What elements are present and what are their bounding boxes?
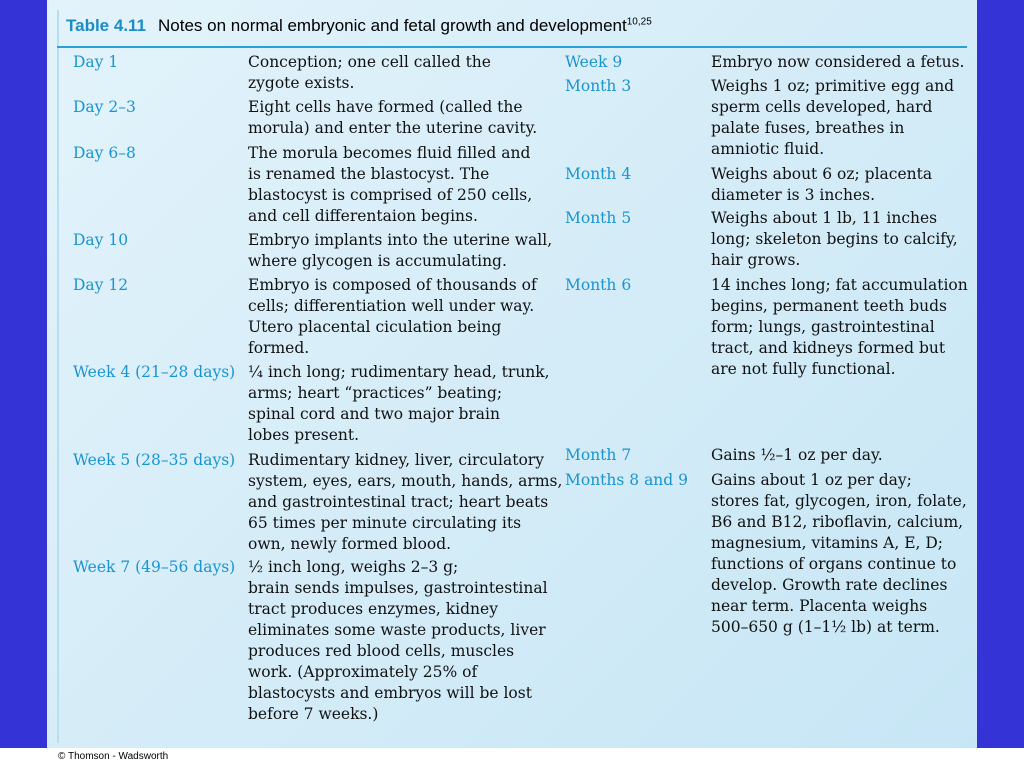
desc-line: blastocyst is comprised of 250 cells, [248, 186, 533, 204]
table-title-text: Notes on normal embryonic and fetal growth and development [158, 16, 627, 35]
table-number: Table 4.11 [66, 16, 147, 35]
term-day-6-8: Day 6–8 [73, 144, 136, 162]
desc-line: spinal cord and two major brain [248, 405, 500, 423]
desc-line: formed. [248, 339, 310, 357]
desc-month-4 [711, 164, 932, 206]
desc-line: and gastrointestinal tract; heart beats [248, 493, 549, 511]
desc-line: The morula becomes fluid filled and [248, 144, 531, 162]
right-border-band [977, 0, 1024, 748]
term-week-4: Week 4 (21–28 days) [73, 363, 236, 381]
desc-line: own, newly formed blood. [248, 535, 452, 553]
desc-week-5 [248, 450, 562, 555]
desc-line: stores fat, glycogen, iron, folate, [711, 492, 967, 510]
title-rule [57, 46, 967, 48]
desc-line: Conception; one cell called the [248, 53, 491, 71]
desc-line: before 7 weeks.) [248, 705, 379, 723]
term-month-3: Month 3 [565, 77, 632, 95]
desc-line: Weighs 1 oz; primitive egg and [711, 77, 955, 95]
desc-line: tract produces enzymes, kidney [248, 600, 498, 618]
left-border-band [0, 0, 47, 748]
desc-line: palate fuses, breathes in [711, 119, 905, 137]
desc-line: is renamed the blastocyst. The [248, 165, 490, 183]
desc-line: eliminates some waste products, liver [248, 621, 546, 639]
desc-line: sperm cells developed, hard [711, 98, 933, 116]
desc-line: Weighs about 6 oz; placenta [711, 165, 933, 183]
desc-week-9 [711, 52, 964, 73]
desc-line: Embryo is composed of thousands of [248, 276, 537, 294]
term-day-10: Day 10 [73, 231, 129, 249]
desc-month-7 [711, 445, 883, 466]
term-month-6: Month 6 [565, 276, 632, 294]
table-title [66, 16, 652, 36]
term-day-12: Day 12 [73, 276, 129, 294]
desc-line: develop. Growth rate declines [711, 576, 948, 594]
desc-months-8-9 [711, 470, 967, 638]
desc-line: Weighs about 1 lb, 11 inches [711, 209, 938, 227]
desc-line: 500–650 g (1–1½ lb) at term. [711, 618, 940, 636]
desc-line: cells; differentiation well under way. [248, 297, 535, 315]
desc-line: system, eyes, ears, mouth, hands, arms, [248, 472, 563, 490]
desc-line: B6 and B12, riboflavin, calcium, [711, 513, 964, 531]
desc-line: functions of organs continue to [711, 555, 957, 573]
desc-month-5 [711, 208, 958, 271]
term-month-5: Month 5 [565, 209, 632, 227]
desc-line: and cell differentaion begins. [248, 207, 478, 225]
desc-day-1 [248, 52, 491, 94]
term-month-7: Month 7 [565, 446, 632, 464]
desc-line: Eight cells have formed (called the [248, 98, 523, 116]
desc-line: diameter is 3 inches. [711, 186, 876, 204]
desc-month-6 [711, 275, 968, 380]
desc-line: amniotic fluid. [711, 140, 825, 158]
desc-line: ½ inch long, weighs 2–3 g; [248, 558, 459, 576]
term-months-8-9: Months 8 and 9 [565, 471, 689, 489]
copyright-text: © Thomson - Wadsworth [58, 751, 169, 762]
desc-line: brain sends impulses, gastrointestinal [248, 579, 548, 597]
desc-line: where glycogen is accumulating. [248, 252, 507, 270]
desc-week-4 [248, 362, 550, 446]
term-month-4: Month 4 [565, 165, 632, 183]
desc-line: hair grows. [711, 251, 801, 269]
term-week-9: Week 9 [565, 53, 623, 71]
term-week-7: Week 7 (49–56 days) [73, 558, 236, 576]
desc-line: Rudimentary kidney, liver, circulatory [248, 451, 544, 469]
desc-day-12 [248, 275, 537, 359]
desc-day-2-3 [248, 97, 537, 139]
desc-line: arms; heart “practices” beating; [248, 384, 503, 402]
desc-line: Utero placental ciculation being [248, 318, 502, 336]
desc-line: Gains about 1 oz per day; [711, 471, 912, 489]
desc-line: 65 times per minute circulating its [248, 514, 522, 532]
desc-line: tract, and kidneys formed but [711, 339, 946, 357]
term-day-1: Day 1 [73, 53, 119, 71]
table-refs: 10,25 [626, 16, 652, 28]
desc-line: work. (Approximately 25% of [248, 663, 478, 681]
desc-line: morula) and enter the uterine cavity. [248, 119, 538, 137]
term-week-5: Week 5 (28–35 days) [73, 451, 236, 469]
desc-day-6-8 [248, 143, 532, 227]
term-day-2-3: Day 2–3 [73, 98, 136, 116]
desc-day-10 [248, 230, 552, 272]
desc-line: zygote exists. [248, 74, 355, 92]
desc-line: lobes present. [248, 426, 360, 444]
desc-line: long; skeleton begins to calcify, [711, 230, 958, 248]
desc-line: Embryo now considered a fetus. [711, 53, 965, 71]
desc-line: 14 inches long; fat accumulation [711, 276, 968, 294]
desc-line: near term. Placenta weighs [711, 597, 928, 615]
desc-line: ¼ inch long; rudimentary head, trunk, [248, 363, 550, 381]
desc-line: are not fully functional. [711, 360, 896, 378]
desc-line: Embryo implants into the uterine wall, [248, 231, 553, 249]
desc-line: produces red blood cells, muscles [248, 642, 515, 660]
desc-line: blastocysts and embryos will be lost [248, 684, 532, 702]
desc-line: begins, permanent teeth buds [711, 297, 947, 315]
desc-month-3 [711, 76, 954, 160]
desc-line: Gains ½–1 oz per day. [711, 446, 883, 464]
desc-week-7 [248, 557, 548, 725]
desc-line: magnesium, vitamins A, E, D; [711, 534, 944, 552]
desc-line: form; lungs, gastrointestinal [711, 318, 935, 336]
table-left-rule [57, 10, 59, 743]
